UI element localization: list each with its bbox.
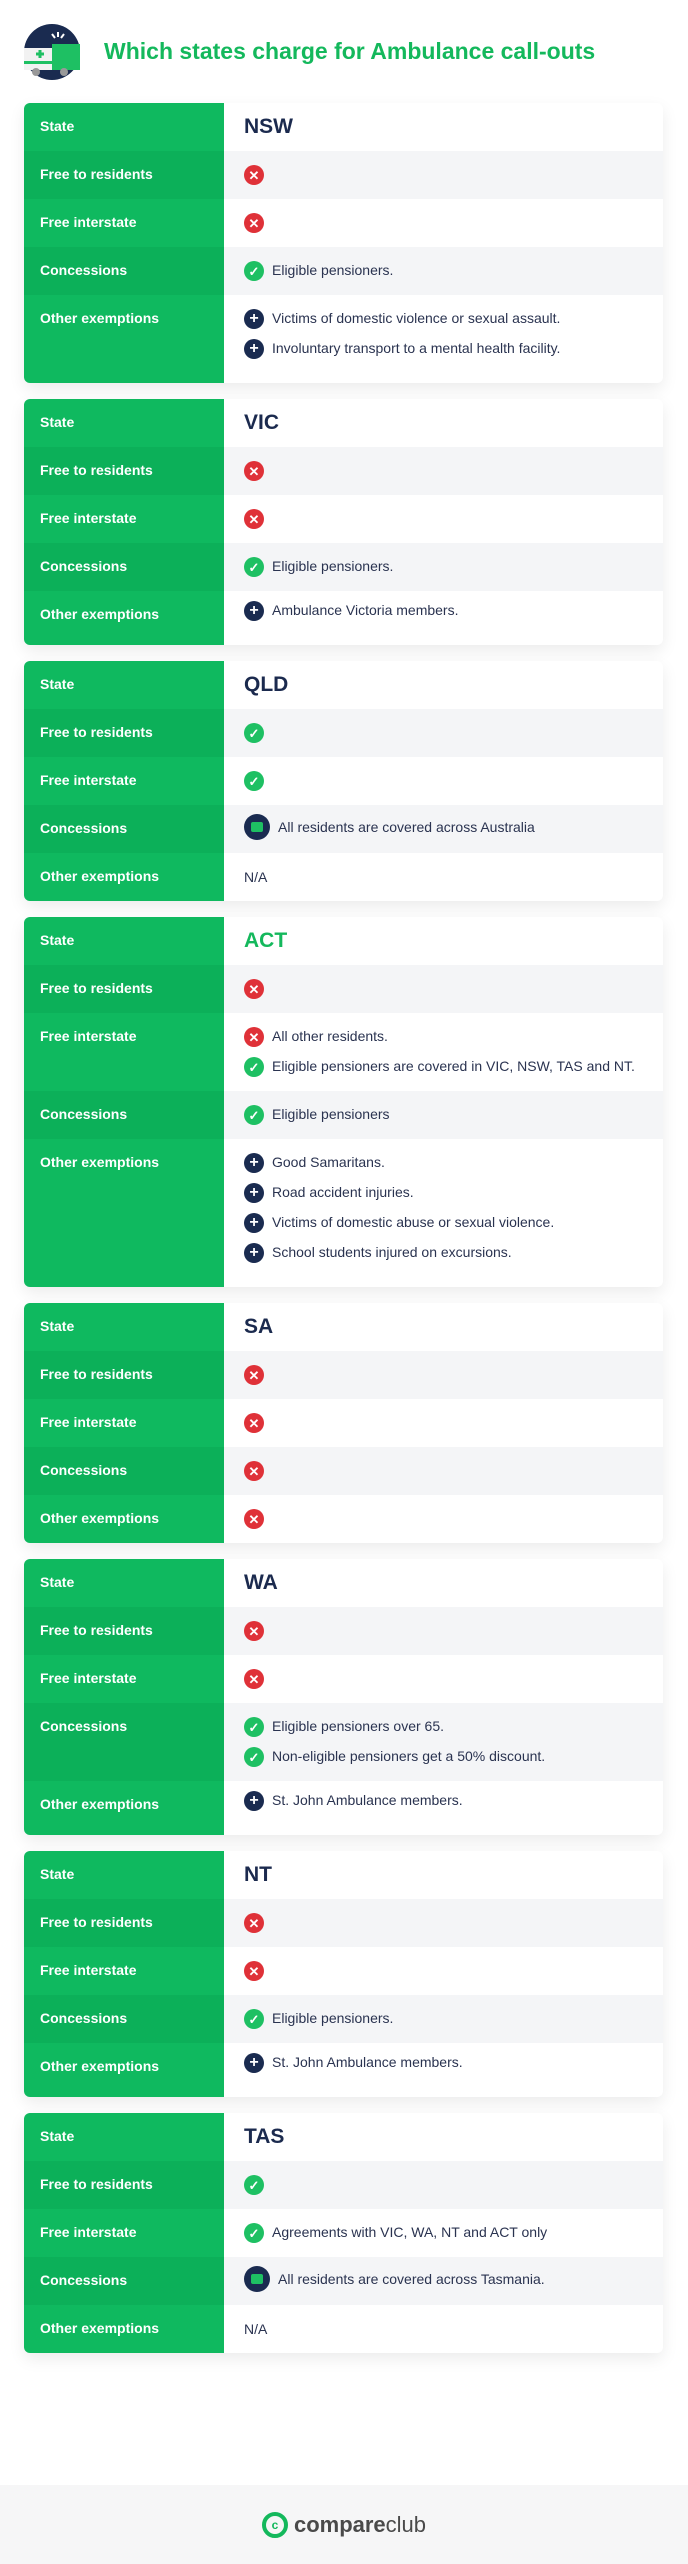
list-item (244, 2009, 663, 2029)
list-item (244, 1621, 663, 1641)
state-name: SA (244, 1315, 274, 1338)
check-icon: ✓ (244, 2223, 264, 2243)
list-item (244, 1717, 663, 1737)
row-label: Other exemptions (24, 1139, 224, 1287)
state-card-act (24, 917, 663, 1287)
state-name: NSW (244, 115, 293, 138)
row-state (24, 661, 663, 709)
thumbs-up-icon (244, 2266, 270, 2292)
cross-icon: ✕ (244, 1461, 264, 1481)
row-state (24, 399, 663, 447)
list-item (244, 339, 663, 359)
plus-icon: + (244, 2053, 264, 2073)
list-item (244, 2320, 663, 2338)
list-item (244, 2223, 663, 2243)
state-name: VIC (244, 411, 280, 434)
row-free-residents (24, 1899, 663, 1947)
compareclub-logo-icon: c (262, 2512, 288, 2538)
list-item (244, 1747, 663, 1767)
row-label: Other exemptions (24, 295, 224, 383)
list-item (244, 1183, 663, 1203)
row-label: Concessions (24, 1995, 224, 2043)
item-text: Eligible pensioners. (272, 558, 394, 574)
row-label: Free to residents (24, 2161, 224, 2209)
row-state (24, 1851, 663, 1899)
state-name: NT (244, 1863, 272, 1886)
row-label: Other exemptions (24, 2043, 224, 2097)
row-label: Free interstate (24, 2209, 224, 2257)
list-item (244, 1791, 663, 1811)
row-free-interstate (24, 1399, 663, 1447)
state-card-qld (24, 661, 663, 901)
state-card-tas (24, 2113, 663, 2353)
item-text: Eligible pensioners are covered in VIC, NSW, TAS and NT. (272, 1058, 635, 1074)
list-item (244, 1365, 663, 1385)
row-free-interstate (24, 1655, 663, 1703)
row-free-interstate (24, 495, 663, 543)
check-icon: ✓ (244, 557, 264, 577)
item-text: Eligible pensioners. (272, 2010, 394, 2026)
item-text: All other residents. (272, 1028, 388, 1044)
cross-icon: ✕ (244, 1509, 264, 1529)
check-icon: ✓ (244, 1105, 264, 1125)
cross-icon: ✕ (244, 1621, 264, 1641)
check-icon: ✓ (244, 1747, 264, 1767)
row-label: Concessions (24, 1703, 224, 1781)
item-text: Non-eligible pensioners get a 50% discount. (272, 1748, 546, 1764)
row-concessions (24, 1091, 663, 1139)
cross-icon: ✕ (244, 1913, 264, 1933)
state-cards (0, 103, 688, 2353)
check-icon: ✓ (244, 771, 264, 791)
row-state (24, 1303, 663, 1351)
row-concessions (24, 2257, 663, 2305)
item-text: N/A (244, 2321, 268, 2337)
row-label: State (24, 661, 224, 709)
row-free-residents (24, 709, 663, 757)
list-item (244, 261, 663, 281)
row-label: Other exemptions (24, 1495, 224, 1543)
check-icon: ✓ (244, 1057, 264, 1077)
row-state (24, 2113, 663, 2161)
row-concessions (24, 543, 663, 591)
item-text: Victims of domestic abuse or sexual violence. (272, 1214, 555, 1230)
row-label: Concessions (24, 247, 224, 295)
state-name: ACT (244, 929, 288, 952)
state-name: TAS (244, 2125, 285, 2148)
list-item (244, 1669, 663, 1689)
cross-icon: ✕ (244, 213, 264, 233)
plus-icon: + (244, 339, 264, 359)
list-item (244, 1105, 663, 1125)
row-label: Free to residents (24, 1351, 224, 1399)
row-other (24, 853, 663, 901)
plus-icon: + (244, 601, 264, 621)
plus-icon: + (244, 309, 264, 329)
check-icon: ✓ (244, 723, 264, 743)
row-label: Concessions (24, 805, 224, 853)
row-concessions (24, 247, 663, 295)
item-text: School students injured on excursions. (272, 1244, 512, 1260)
row-other (24, 591, 663, 645)
cross-icon: ✕ (244, 1365, 264, 1385)
item-text: N/A (244, 869, 268, 885)
row-label: State (24, 2113, 224, 2161)
list-item (244, 1509, 663, 1529)
row-label: Other exemptions (24, 853, 224, 901)
list-item (244, 1213, 663, 1233)
row-other (24, 295, 663, 383)
item-text: Eligible pensioners over 65. (272, 1718, 444, 1734)
row-state (24, 103, 663, 151)
row-label: Free to residents (24, 447, 224, 495)
item-text: Victims of domestic violence or sexual assault. (272, 310, 561, 326)
row-free-residents (24, 2161, 663, 2209)
list-item (244, 309, 663, 329)
check-icon: ✓ (244, 2009, 264, 2029)
row-label: Free interstate (24, 1399, 224, 1447)
plus-icon: + (244, 1213, 264, 1233)
state-card-vic (24, 399, 663, 645)
state-card-sa (24, 1303, 663, 1543)
item-text: Eligible pensioners. (272, 262, 394, 278)
list-item (244, 979, 663, 999)
list-item (244, 2053, 663, 2073)
item-text: Good Samaritans. (272, 1154, 385, 1170)
row-label: Concessions (24, 2257, 224, 2305)
row-free-residents (24, 1351, 663, 1399)
list-item (244, 1461, 663, 1481)
row-label: State (24, 917, 224, 965)
row-free-interstate (24, 757, 663, 805)
list-item (244, 2175, 663, 2195)
list-item (244, 2270, 663, 2292)
cross-icon: ✕ (244, 1961, 264, 1981)
item-text: Eligible pensioners (272, 1106, 390, 1122)
list-item (244, 1153, 663, 1173)
state-card-wa (24, 1559, 663, 1835)
row-free-residents (24, 151, 663, 199)
row-label: Free to residents (24, 709, 224, 757)
row-label: Concessions (24, 543, 224, 591)
list-item (244, 771, 663, 791)
ambulance-icon (24, 24, 80, 80)
row-label: State (24, 399, 224, 447)
row-other (24, 1139, 663, 1287)
state-card-nsw (24, 103, 663, 383)
row-free-interstate (24, 1947, 663, 1995)
row-label: Free to residents (24, 151, 224, 199)
cross-icon: ✕ (244, 1669, 264, 1689)
row-label: Free to residents (24, 1899, 224, 1947)
compareclub-logo: compareclub (293, 2511, 427, 2537)
plus-icon: + (244, 1183, 264, 1203)
row-label: Free interstate (24, 199, 224, 247)
list-item (244, 461, 663, 481)
row-label: Free to residents (24, 1607, 224, 1655)
cross-icon: ✕ (244, 165, 264, 185)
row-other (24, 1781, 663, 1835)
cross-icon: ✕ (244, 461, 264, 481)
list-item (244, 165, 663, 185)
row-state (24, 1559, 663, 1607)
row-label: State (24, 1851, 224, 1899)
row-label: Free interstate (24, 1947, 224, 1995)
row-label: Free interstate (24, 757, 224, 805)
row-label: Concessions (24, 1091, 224, 1139)
list-item (244, 213, 663, 233)
row-label: Other exemptions (24, 591, 224, 645)
row-free-residents (24, 965, 663, 1013)
item-text: All residents are covered across Tasmania. (278, 2271, 545, 2287)
row-state (24, 917, 663, 965)
list-item (244, 1243, 663, 1263)
plus-icon: + (244, 1791, 264, 1811)
cross-icon: ✕ (244, 1413, 264, 1433)
row-label: Free interstate (24, 495, 224, 543)
row-label: Free interstate (24, 1655, 224, 1703)
row-other (24, 2305, 663, 2353)
row-free-interstate (24, 2209, 663, 2257)
list-item (244, 868, 663, 886)
row-label: Other exemptions (24, 1781, 224, 1835)
page-title: Which states charge for Ambulance call-outs (104, 38, 596, 64)
footer (0, 2485, 688, 2564)
item-text: Involuntary transport to a mental health facility. (272, 340, 561, 356)
row-concessions (24, 1703, 663, 1781)
row-free-interstate (24, 1013, 663, 1091)
check-icon: ✓ (244, 2175, 264, 2195)
list-item (244, 723, 663, 743)
list-item (244, 1413, 663, 1433)
item-text: Ambulance Victoria members. (272, 602, 459, 618)
row-label: State (24, 103, 224, 151)
row-label: Concessions (24, 1447, 224, 1495)
check-icon: ✓ (244, 261, 264, 281)
list-item (244, 818, 663, 840)
list-item (244, 1961, 663, 1981)
thumbs-up-icon (244, 814, 270, 840)
check-icon: ✓ (244, 1717, 264, 1737)
item-text: St. John Ambulance members. (272, 2054, 463, 2070)
state-card-nt (24, 1851, 663, 2097)
row-concessions (24, 805, 663, 853)
row-other (24, 1495, 663, 1543)
row-label: State (24, 1559, 224, 1607)
plus-icon: + (244, 1153, 264, 1173)
list-item (244, 1913, 663, 1933)
list-item (244, 601, 663, 621)
row-free-residents (24, 1607, 663, 1655)
state-name: QLD (244, 673, 289, 696)
header (0, 0, 688, 103)
item-text: Agreements with VIC, WA, NT and ACT only (272, 2224, 548, 2240)
row-free-residents (24, 447, 663, 495)
row-label: Other exemptions (24, 2305, 224, 2353)
row-concessions (24, 1447, 663, 1495)
item-text: All residents are covered across Australia (278, 819, 535, 835)
cross-icon: ✕ (244, 509, 264, 529)
state-name: WA (244, 1571, 278, 1594)
row-label: Free to residents (24, 965, 224, 1013)
row-label: State (24, 1303, 224, 1351)
row-free-interstate (24, 199, 663, 247)
list-item (244, 1057, 663, 1077)
row-concessions (24, 1995, 663, 2043)
item-text: St. John Ambulance members. (272, 1792, 463, 1808)
list-item (244, 1027, 663, 1047)
list-item (244, 509, 663, 529)
plus-icon: + (244, 1243, 264, 1263)
row-label: Free interstate (24, 1013, 224, 1091)
list-item (244, 557, 663, 577)
cross-icon: ✕ (244, 979, 264, 999)
row-other (24, 2043, 663, 2097)
item-text: Road accident injuries. (272, 1184, 414, 1200)
cross-icon: ✕ (244, 1027, 264, 1047)
